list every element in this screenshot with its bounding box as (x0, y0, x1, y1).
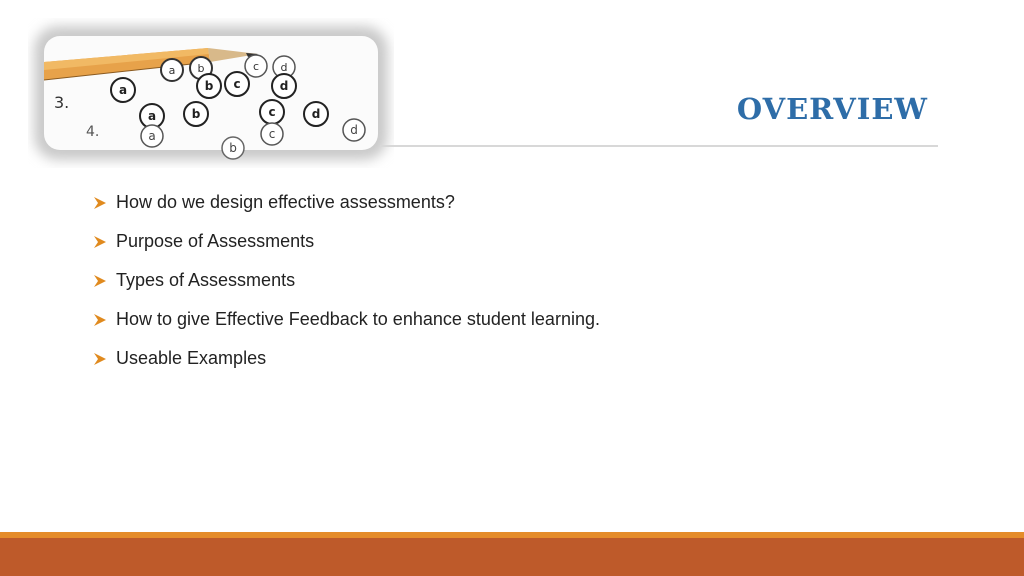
bullet-item (92, 183, 600, 222)
bubble-c-row1: c (252, 60, 260, 73)
bullet-item (92, 261, 600, 300)
bullet-item (92, 300, 600, 339)
bullet-text: Types of Assessments (116, 270, 296, 290)
arrowhead-bullet-icon (92, 195, 108, 211)
arrowhead-bullet-icon (92, 351, 108, 367)
bubble-d-row1: d (280, 61, 288, 74)
bubble-b-row1: b (197, 62, 205, 75)
arrowhead-bullet-icon (92, 234, 108, 250)
bullet-item (92, 339, 600, 378)
bubble-b-row4: b (229, 141, 237, 155)
bubble-a-row1: a (168, 64, 176, 77)
bubble-c-row2: c (233, 77, 241, 91)
bullet-item (92, 222, 600, 261)
bubble-d-row4: d (350, 123, 358, 137)
bubble-d-row2: d (279, 79, 289, 93)
bubble-a-row3: a (147, 109, 157, 123)
bubble-c-row4: c (268, 127, 276, 141)
footer-bar (0, 538, 1024, 576)
arrowhead-bullet-icon (92, 312, 108, 328)
bullet-text: Purpose of Assessments (116, 231, 315, 251)
row-number-3: 3. (54, 93, 70, 112)
bubble-d-row3: d (311, 107, 321, 121)
answer-sheet-image (28, 18, 394, 168)
bubble-b-row2: b (204, 79, 214, 93)
title-divider (380, 145, 938, 147)
bubble-a-row4: a (148, 129, 156, 143)
arrowhead-bullet-icon (92, 273, 108, 289)
bubble-b-row3: b (191, 107, 201, 121)
bullet-text: How do we design effective assessments? (116, 192, 455, 212)
bullet-text: Useable Examples (116, 348, 267, 368)
bubble-c-row3: c (268, 105, 276, 119)
row-number-4: 4. (86, 124, 100, 140)
bubble-a-row2: a (118, 83, 128, 97)
bullet-text: How to give Effective Feedback to enhance student learning. (116, 309, 600, 329)
slide-title: overview (736, 80, 928, 129)
bullet-list (92, 183, 600, 378)
